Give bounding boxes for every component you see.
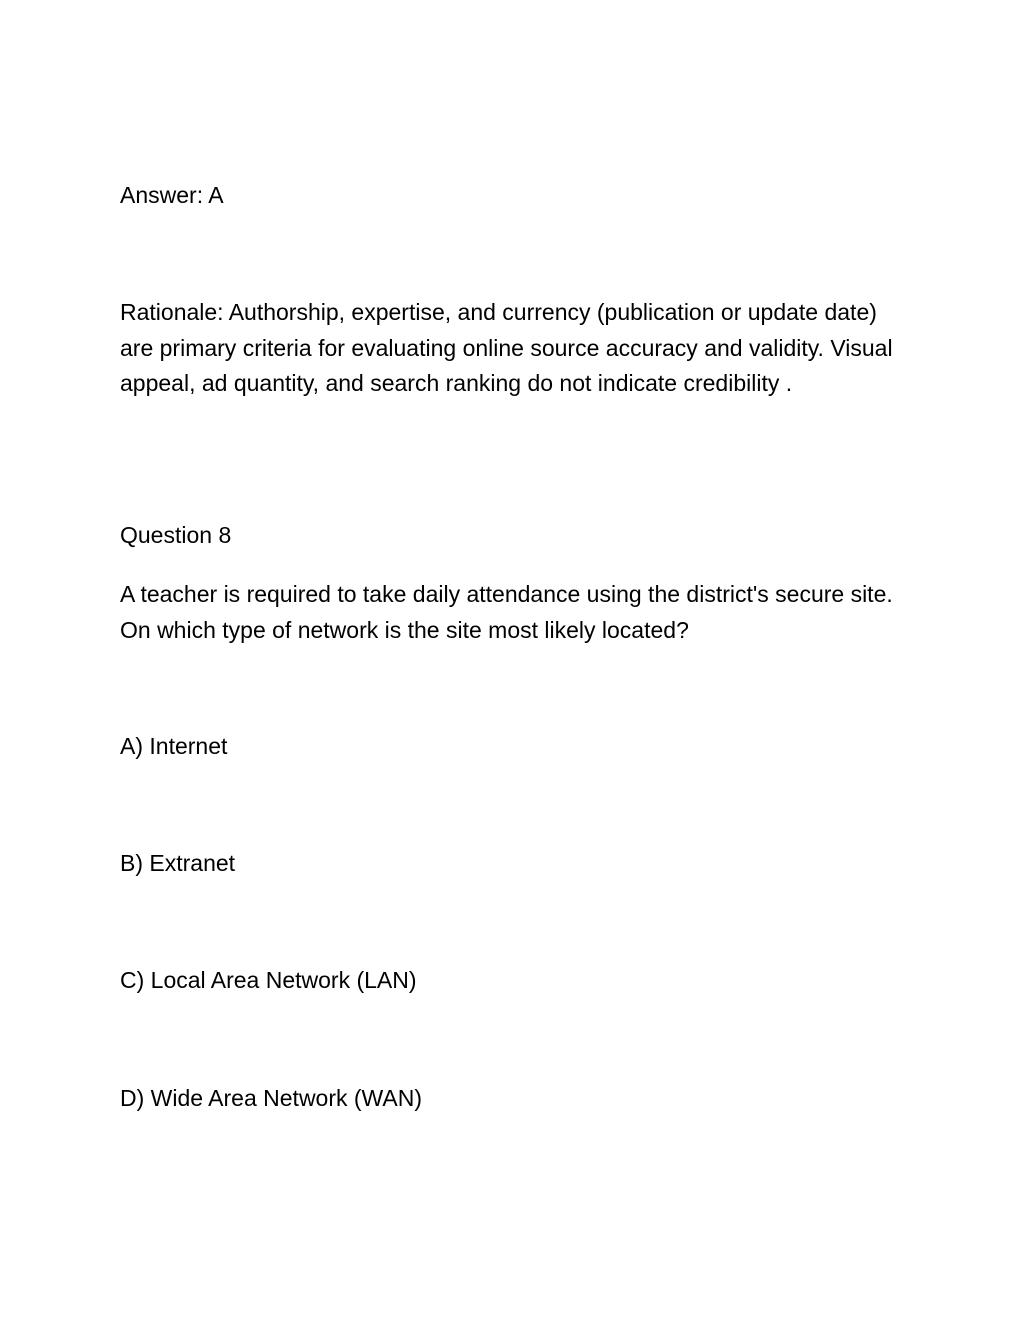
rationale-paragraph: Rationale: Authorship, expertise, and currency (publication or update date) are primary criteria for evaluating online source accuracy and validity. Visual appeal, ad quantity, and search ranking do not indicate credibility . [120,299,893,396]
option-c: C) Local Area Network (LAN) [120,967,417,993]
answer-line: Answer: A [120,182,224,208]
option-b: B) Extranet [120,850,236,876]
option-a: A) Internet [120,733,228,759]
option-d: D) Wide Area Network (WAN) [120,1085,423,1111]
question-text: A teacher is required to take daily attendance using the district's secure site. On which type of network is the site most likely located? [120,581,893,643]
question-title: Question 8 [120,522,232,548]
